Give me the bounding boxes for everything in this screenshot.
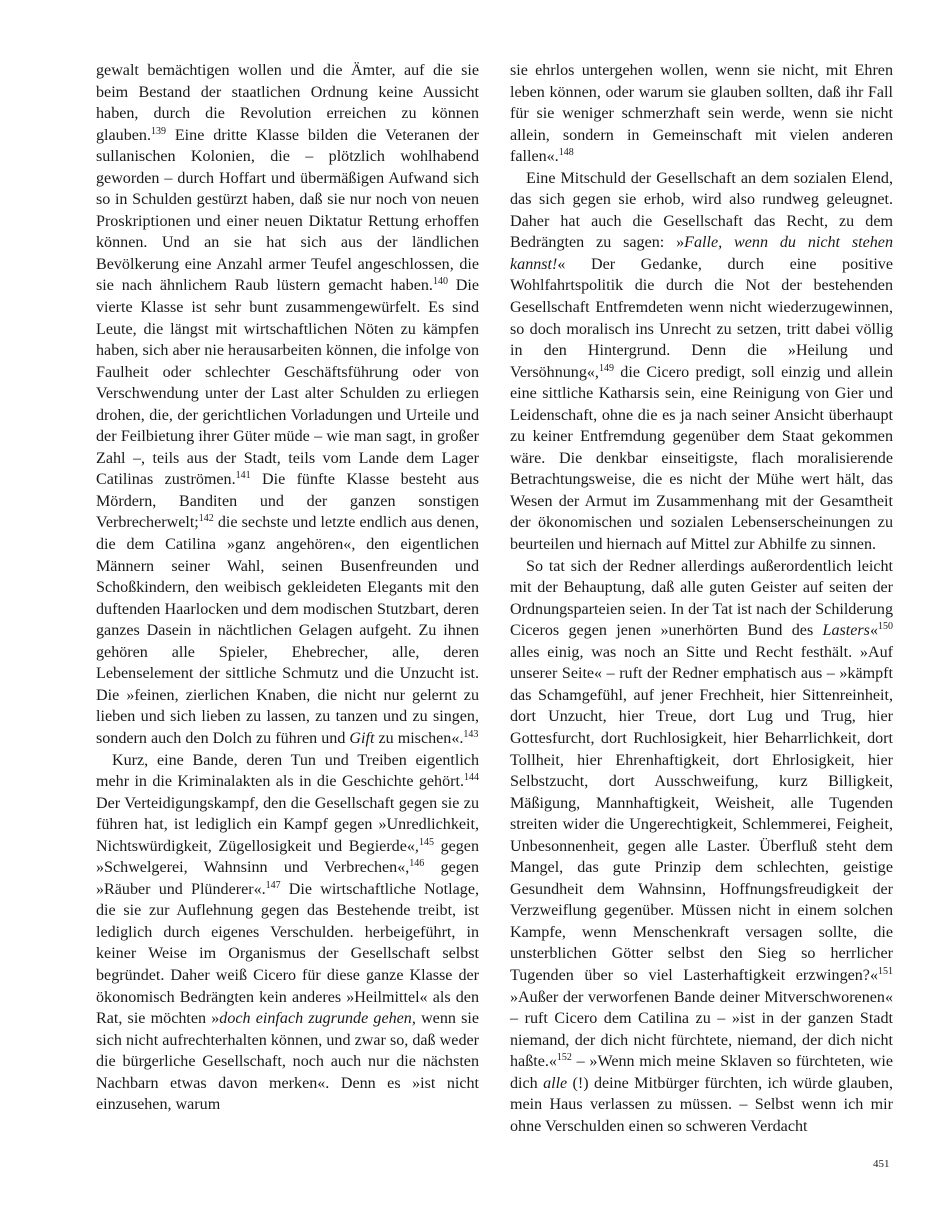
text-run: Die vierte Klasse ist sehr bunt zusammengewürfelt. Es sind Leute, die längst mit wirtschaftlichen Nöten zu kämpfen haben, sich aber nie herausarbeiten können, die infolge von Faulheit oder schlechter Geschäftsführung oder von Verschwendung unter der Last alter Schulden zu erliegen drohen, die, der gerichtlichen Vorladungen und Urteile und der Feilbietung ihrer Güter müde – wie man sagt, in großer Zahl –, teils aus der Stadt, teils vom Lande dem Lager Catilinas zuströmen. bbox=[96, 277, 479, 489]
paragraph bbox=[510, 168, 893, 556]
left-text-column bbox=[96, 60, 479, 1116]
footnote-ref: 147 bbox=[265, 879, 281, 891]
text-run: So tat sich der Redner allerdings außerordentlich leicht mit der Behauptung, daß alle guten Geister auf seiten der Ordnungsparteien seien. In der Tat ist nach der Schilderung Ciceros gegen jenen »unerhörten Bund des bbox=[510, 557, 893, 640]
text-run: alles einig, was noch an Sitte und Recht festhält. »Auf unserer Seite« – ruft der Redner emphatisch aus – »kämpft das Schamgefühl, auf jener Frechheit, hier Sittenreinheit, dort Unzucht, hier Treue, dort Lug und Trug, hier Gottesfurcht, dort Ruchlosigkeit, hier Beharrlichkeit, dort Tollheit, hier Ehrenhaftigkeit, dort Ehrlosigkeit, hier Selbstzucht, dort Ausschweifung, kurz Billigkeit, Mäßigung, Mannhaftigkeit, Weisheit, alle Tugenden streiten wider die Ungerechtigkeit, Schlemmerei, Feigheit, Unbesonnenheit, gegen alle Laster. Überfluß steht dem Mangel, das gute Prinzip dem schlechten, geistige Gesundheit dem Wahnsinn, Hoffnungsfreudigkeit der Verzweiflung gegenüber. Müssen nicht in einem solchen Kampfe, wenn Menschenkraft versagen sollte, die unsterblichen Götter selbst den Sieg so herrlicher Tugenden über so viel Lasterhaftigkeit erzwingen?« bbox=[510, 643, 893, 984]
text-run: sie ehrlos untergehen wollen, wenn sie nicht, mit Ehren leben können, oder warum sie glauben sollten, daß ihr Fall für sie weniger schmerzhaft sein werde, wenn sie nicht allein, sondern in Gemeinschaft mit vielen anderen fallen«. bbox=[510, 62, 893, 166]
italic-text: Falle, wenn du nicht stehen kannst! bbox=[510, 234, 893, 273]
text-run: gewalt bemächtigen wollen und die Ämter, auf die sie beim Bestand der staatlichen Ordnung keine Aussicht haben, durch die Revolution erreichen zu können glauben. bbox=[96, 62, 479, 144]
footnote-ref: 152 bbox=[556, 1052, 572, 1064]
italic-text: Gift bbox=[349, 729, 375, 747]
footnote-ref: 141 bbox=[235, 470, 251, 482]
paragraph bbox=[510, 60, 893, 168]
text-run: die sechste und letzte endlich aus denen, die dem Catilina »ganz angehören«, den eigentlichen Männern seiner Wahl, seinen Busenfreunden und Schoßkindern, den weibisch gekleideten Elegants mit den duftenden Haarlocken und dem modischen Stutzbart, deren ganzes Dasein in nächtlichen Gelagen aufgeht. Zu ihnen gehören alle Spieler, Ehebrecher, alle, deren Lebenselement der sittliche Schmutz und die Unzucht ist. Die »feinen, zierlichen Knaben, die nicht nur gelernt zu lieben und sich lieben zu lassen, zu tanzen und zu singen, sondern auch den Dolch zu führen und bbox=[96, 514, 479, 747]
text-run: Kurz, eine Bande, deren Tun und Treiben eigentlich mehr in die Kriminalakten als in die Geschichte gehört. bbox=[96, 751, 479, 791]
footnote-ref: 139 bbox=[150, 125, 166, 137]
italic-text: alle bbox=[543, 1074, 568, 1092]
text-run: Die fünfte Klasse besteht aus Mördern, Banditen und der ganzen sonstigen Verbrecherwelt; bbox=[96, 471, 479, 532]
footnote-ref: 150 bbox=[878, 621, 893, 633]
text-run: Die wirtschaftliche Notlage, die sie zur Auflehnung gegen das Bestehende treibt, ist lediglich durch eigenes Verschulden. herbeigeführt, in keiner Weise im Organismus der Gesellschaft selbst begründet. Daher weiß Cicero für diese ganze Klasse der ökonomisch Bedrängten kein anderes »Heilmittel« als den Rat, sie möchten » bbox=[96, 880, 479, 1028]
footnote-ref: 146 bbox=[409, 858, 425, 870]
text-run: gegen »Schwelgerei, Wahnsinn und Verbrechen«, bbox=[96, 837, 479, 877]
footnote-ref: 143 bbox=[463, 728, 479, 740]
footnote-ref: 151 bbox=[878, 965, 893, 977]
italic-text: Lasters bbox=[822, 622, 870, 640]
text-run: Eine Mitschuld der Gesellschaft an dem sozialen Elend, das sich gegen sie erhob, wird also rundweg geleugnet. Daher hat auch die Gesellschaft das Recht, zu dem Bedrängten zu sagen: » bbox=[510, 169, 893, 252]
footnote-ref: 142 bbox=[198, 513, 214, 525]
page-number: 451 bbox=[873, 1158, 890, 1170]
text-run: zu mischen«. bbox=[374, 729, 464, 747]
text-run: Der Verteidigungskampf, den die Gesellschaft gegen sie zu führen hat, ist lediglich ein Kampf gegen »Unredlichkeit, Nichtswürdigkeit, Zügellosigkeit und Begierde«, bbox=[96, 794, 479, 855]
footnote-ref: 140 bbox=[432, 276, 448, 288]
text-run: gegen »Räuber und Plünderer«. bbox=[96, 859, 479, 898]
footnote-ref: 145 bbox=[418, 836, 434, 848]
paragraph bbox=[96, 60, 479, 750]
paragraph bbox=[510, 556, 893, 1138]
text-run: »Außer der verworfenen Bande deiner Mitverschworenen« – ruft Cicero dem Catilina zu – »ist in der ganzen Stadt niemand, der dich nicht fürchtete, niemand, der dich nicht haßte.« bbox=[510, 988, 893, 1071]
italic-text: doch einfach zugrunde gehen, bbox=[219, 1010, 416, 1028]
text-run: « bbox=[869, 622, 878, 640]
text-run: Eine dritte Klasse bilden die Veteranen der sullanischen Kolonien, die – plötzlich wohlhabend geworden – durch Hoffart und übermäßigen Aufwand sich so in Schulden gestürzt haben, daß sie nur noch von neuen Proskriptionen und einer neuen Diktatur Rettung erhoffen können. Und an sie hat sich aus der ländlichen Bevölkerung eine Anzahl armer Teufel angeschlossen, die sie nach ähnlichem Raub lüstern gemacht haben. bbox=[96, 126, 479, 295]
text-run: (!) deine Mitbürger fürchten, ich würde glauben, mein Haus verlassen zu müssen. – Selbst wenn ich mir ohne Verschulden einen so schweren Verdacht bbox=[510, 1074, 893, 1135]
text-run: die Cicero predigt, soll einzig und allein eine sittliche Katharsis sein, eine Reinigung von Gier und Leidenschaft, ohne die es ja nach seiner Ansicht überhaupt zu keiner Entfremdung gegenüber dem Staat gekommen wäre. Die denkbar einseitigste, flach moralisierende Betrachtungsweise, die es nicht der Mühe wert hält, das Wesen der Armut im Zusammenhang mit der Gesamtheit der ökonomischen und sozialen Lebenserscheinungen zu beurteilen und hiernach auf Mittel zur Abhilfe zu sinnen. bbox=[510, 363, 893, 554]
text-run: wenn sie sich nicht aufrechterhalten können, und zwar so, daß weder die bürgerliche Gesellschaft, noch auch nur die nächsten Nachbarn etwas davon merken«. Denn es »ist nicht einzusehen, warum bbox=[96, 1010, 479, 1114]
footnote-ref: 144 bbox=[464, 772, 479, 784]
text-run: « Der Gedanke, durch eine positive Wohlfahrtspolitik die durch die Not der bestehenden Gesellschaft Entfremdeten wenn nicht wiederzugewinnen, so doch moralisch ins Unrecht zu setzen, tritt dabei völlig in den Hintergrund. Denn die »Heilung und Versöhnung«, bbox=[510, 255, 893, 381]
footnote-ref: 149 bbox=[598, 362, 614, 374]
right-text-column bbox=[510, 60, 893, 1137]
footnote-ref: 148 bbox=[558, 147, 574, 159]
text-run: – »Wenn mich meine Sklaven so fürchteten, wie dich bbox=[510, 1053, 893, 1092]
paragraph bbox=[96, 750, 479, 1116]
